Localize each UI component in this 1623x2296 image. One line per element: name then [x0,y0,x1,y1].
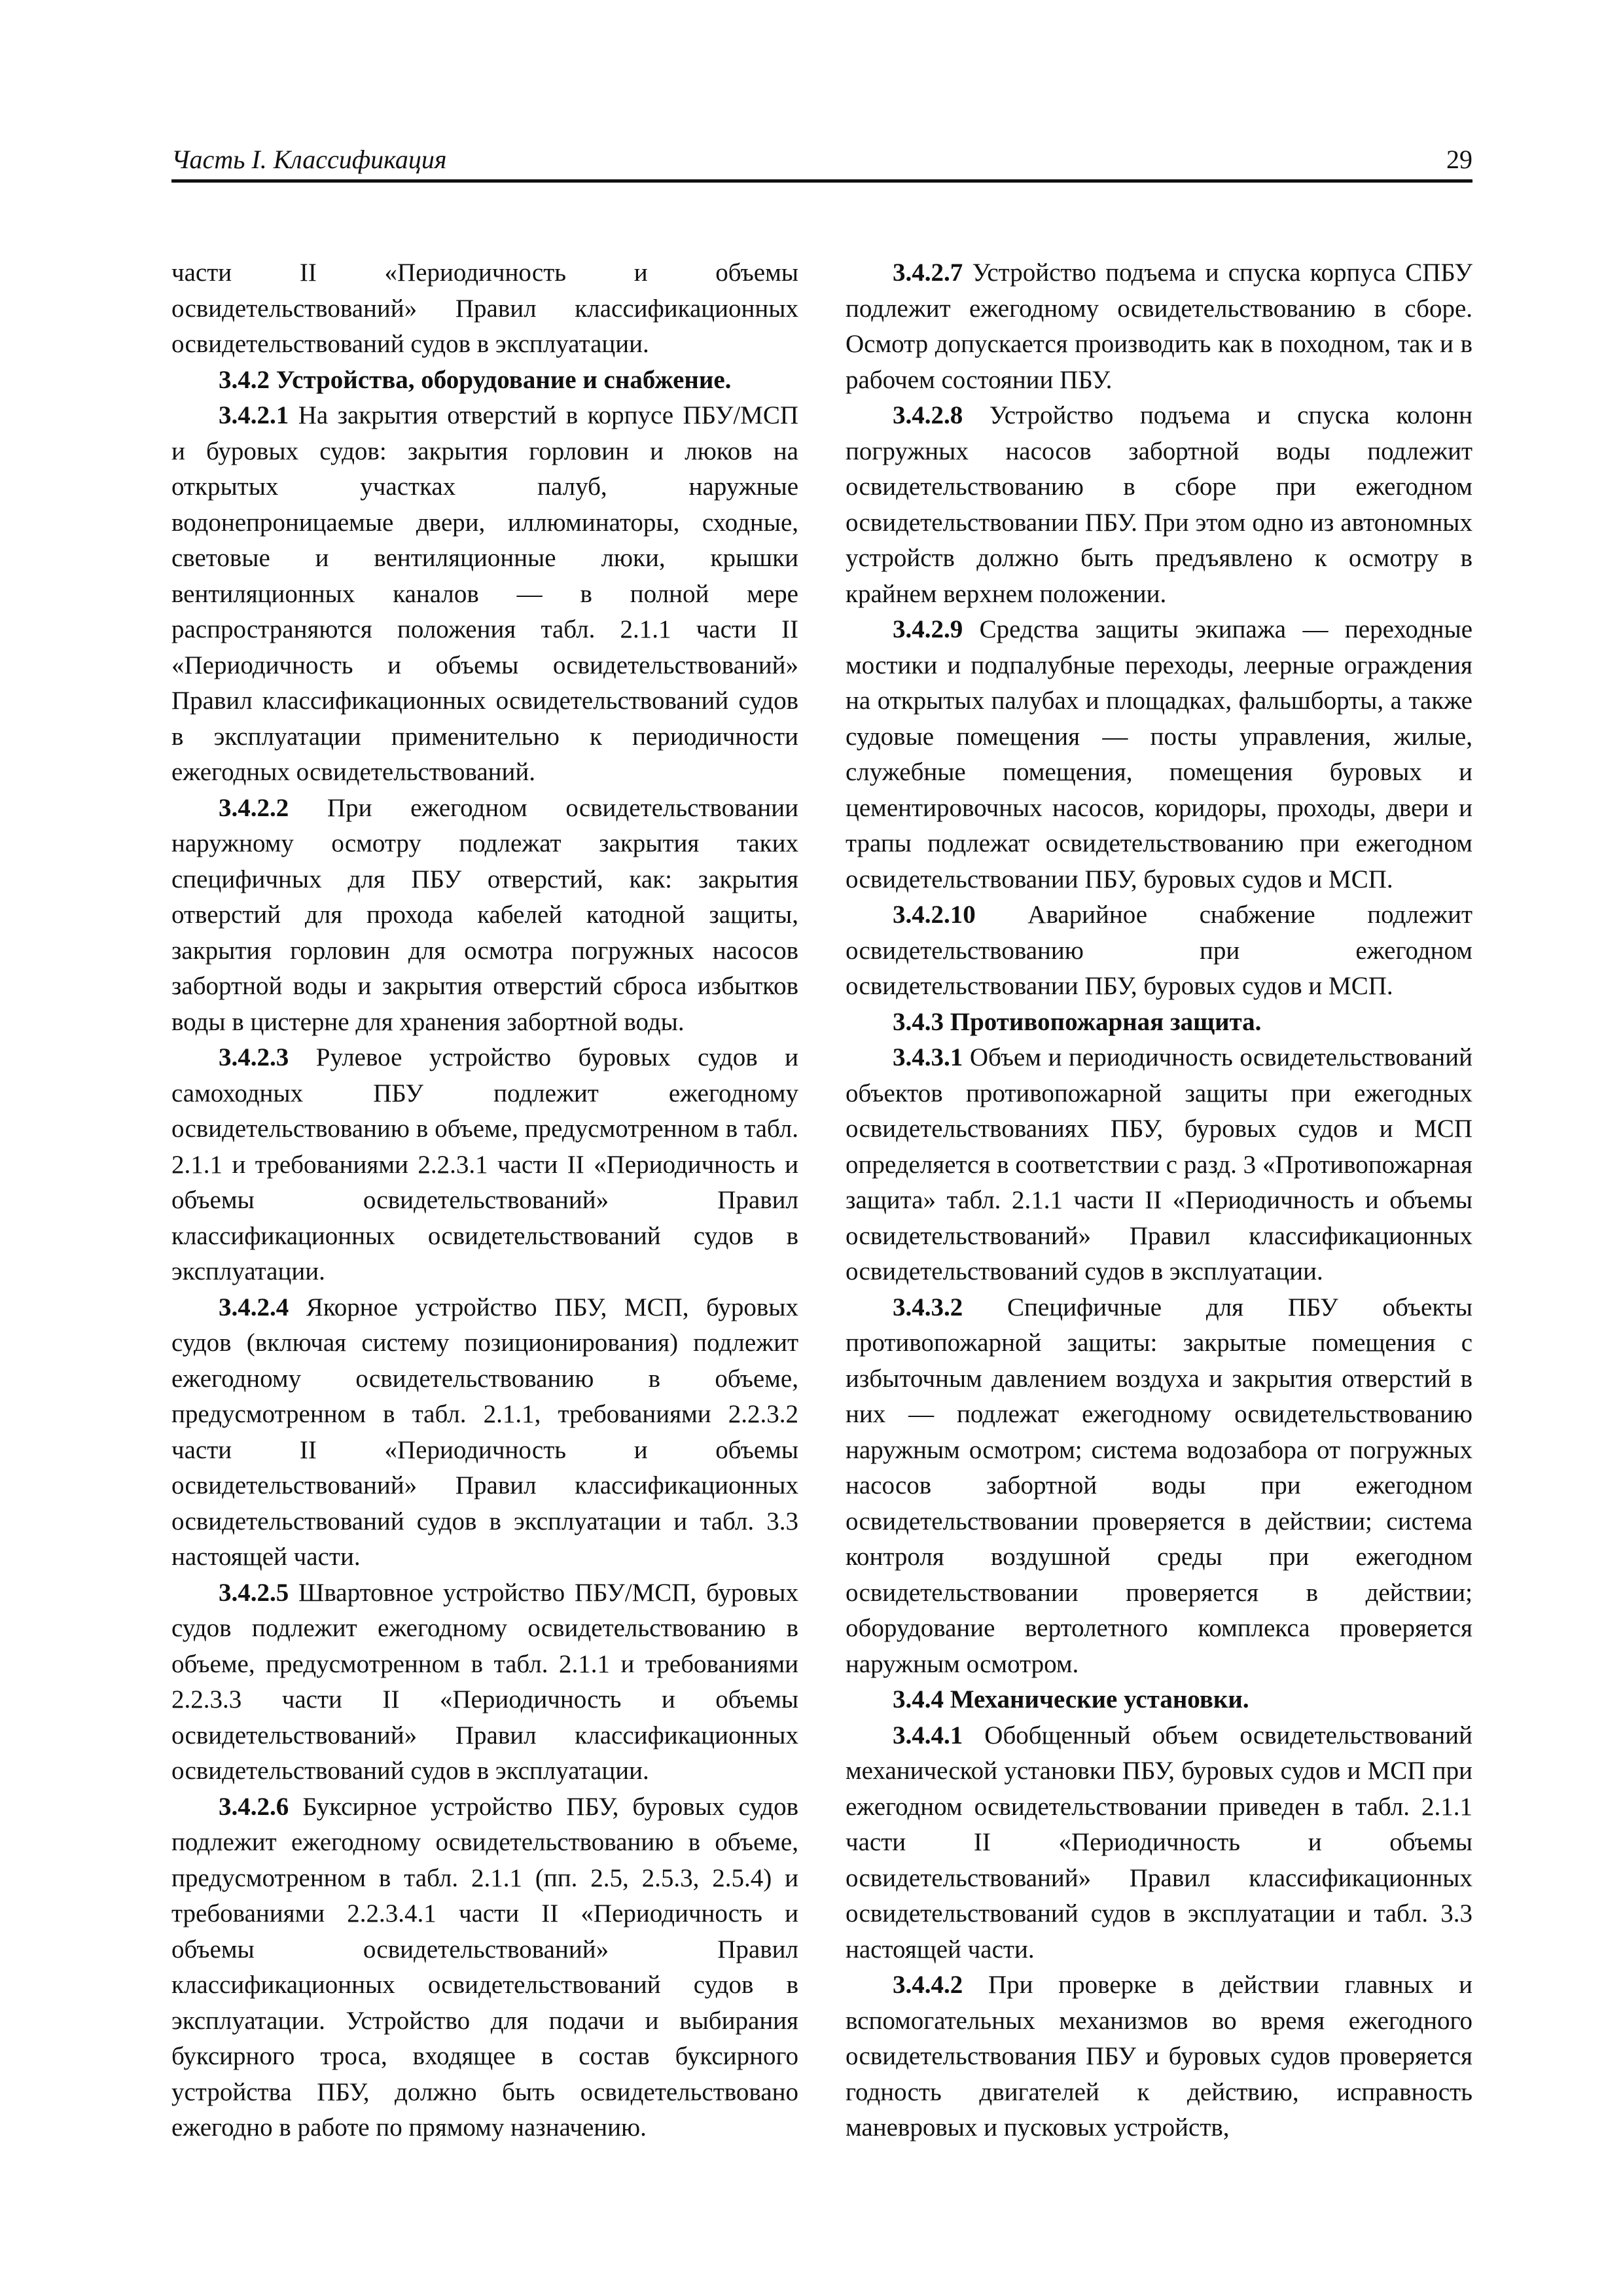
clause-number: 3.4.4 [893,1685,944,1713]
clause-paragraph [171,398,798,791]
clause-number: 3.4.2.1 [219,401,289,429]
paragraph-text: На закрытия отверстий в корпусе ПБУ/МСП и буровых судов: закрытия горловин и люков на открытых участках палуб, наружные водонепроницаемые двери, иллюминаторы, сходные, световые и вентиляционные люки, крышки вентиляционных каналов — в полной мере распространяются положения табл. 2.1.1 части II «Периодичность и объемы освидетельствований» Правил классификационных освидетельствований судов в эксплуатации применительно к периодичности ежегодных освидетельствований. [171,401,799,786]
left-column [171,255,798,2146]
paragraph-text: При проверке в действии главных и вспомогательных механизмов во время ежегодного освидетельствования ПБУ и буровых судов проверяется годность двигателей к действию, исправность маневровых и пусковых устройств, [846,1971,1472,2142]
clause-number: 3.4.2.2 [219,793,289,822]
clause-paragraph [846,1967,1472,2146]
clause-paragraph [171,791,798,1041]
clause-paragraph [846,1718,1472,1968]
paragraph-text: Устройство подъема и спуска корпуса СПБУ подлежит ежегодному освидетельствованию в сборе. Осмотр допускается производить как в походном, так и в рабочем состоянии ПБУ. [846,259,1473,394]
paragraph-continued [171,255,798,363]
clause-number: 3.4.2 [219,365,270,394]
clause-number: 3.4.2.9 [893,615,963,643]
clause-number: 3.4.2.6 [219,1792,289,1821]
heading-text: Механические установки. [950,1685,1249,1713]
clause-number: 3.4.2.5 [219,1578,289,1607]
clause-number: 3.4.2.8 [893,401,963,429]
clause-number: 3.4.4.2 [893,1971,963,1999]
subsection-heading [171,363,798,399]
subsection-heading [846,1005,1472,1041]
heading-text: Устройства, оборудование и снабжение. [276,365,732,394]
clause-paragraph [846,255,1472,398]
clause-paragraph [846,612,1472,897]
paragraph-text: Аварийное снабжение подлежит освидетельствованию при ежегодном освидетельствовании ПБУ, буровых судов и МСП. [846,901,1472,1000]
clause-number: 3.4.4.1 [893,1721,963,1749]
clause-paragraph [846,1040,1472,1290]
clause-number: 3.4.3 [893,1007,944,1036]
paragraph-text: Обобщенный объем освидетельствований механической установки ПБУ, буровых судов и МСП при ежегодном освидетельствовании приведен в табл. 2.1.1 части II «Периодичность и объемы освидетельствований» Правил классификационных освидетельствований судов в эксплуатации и табл. 3.3 настоящей части. [846,1721,1473,1964]
section-title: Часть I. Классификация [171,145,447,174]
clause-paragraph [171,1575,798,1789]
clause-paragraph [846,897,1472,1005]
paragraph-text: Швартовное устройство ПБУ/МСП, буровых судов подлежит ежегодному освидетельствованию в объеме, предусмотренном в табл. 2.1.1 и требованиями 2.2.3.3 части II «Периодичность и объемы освидетельствований» Правил классификационных освидетельствований судов в эксплуатации. [171,1578,798,1785]
paragraph-text: При ежегодном освидетельствовании наружному осмотру подлежат закрытия таких специфичных для ПБУ отверстий, как: закрытия отверстий для прохода кабелей катодной защиты, закрытия горловин для осмотра погружных насосов забортной воды и закрытия отверстий сброса избытков воды в цистерне для хранения забортной воды. [171,793,798,1036]
page-number: 29 [1446,145,1472,174]
clause-paragraph [171,1040,798,1290]
clause-paragraph [846,1290,1472,1683]
clause-number: 3.4.2.7 [893,259,963,287]
clause-paragraph [846,398,1472,612]
clause-number: 3.4.2.3 [219,1043,289,1071]
clause-number: 3.4.3.1 [893,1043,963,1071]
clause-number: 3.4.3.2 [893,1293,963,1321]
subsection-heading [846,1682,1472,1718]
paragraph-text: Буксирное устройство ПБУ, буровых судов подлежит ежегодному освидетельствованию в объеме, предусмотренном в табл. 2.1.1 (пп. 2.5, 2.5.3, 2.5.4) и требованиями 2.2.3.4.1 части II «Периодичность и объемы освидетельствований» Правил классификационных освидетельствований судов в эксплуатации. Устройство для подачи и выбирания буксирного троса, входящее в состав буксирного устройства ПБУ, должно быть освидетельствовано ежегодно в работе по прямому назначению. [171,1792,799,2142]
clause-paragraph [171,1789,798,2146]
paragraph-text: части II «Периодичность и объемы освидетельствований» Правил классификационных освидетельствований судов в эксплуатации. [171,259,798,358]
running-header [171,136,1472,183]
clause-number: 3.4.2.4 [219,1293,289,1321]
paragraph-text: Якорное устройство ПБУ, МСП, буровых судов (включая систему позиционирования) подлежит ежегодному освидетельствованию в объеме, предусмотренном в табл. 2.1.1, требованиями 2.2.3.2 части II «Периодичность и объемы освидетельствований» Правил классификационных освидетельствований судов в эксплуатации и табл. 3.3 настоящей части. [171,1293,799,1571]
paragraph-text: Рулевое устройство буровых судов и самоходных ПБУ подлежит ежегодному освидетельствованию в объеме, предусмотренном в табл. 2.1.1 и требованиями 2.2.3.1 части II «Периодичность и объемы освидетельствований» Правил классификационных освидетельствований судов в эксплуатации. [171,1043,798,1285]
clause-paragraph [171,1290,798,1575]
clause-number: 3.4.2.10 [893,901,976,929]
paragraph-text: Устройство подъема и спуска колонн погружных насосов забортной воды подлежит освидетельствованию в сборе при ежегодном освидетельствовании ПБУ. При этом одно из автономных устройств должно быть предъявлено к осмотру в крайнем верхнем положении. [846,401,1473,608]
right-column [846,255,1472,2146]
paragraph-text: Средства защиты экипажа — переходные мостики и подпалубные переходы, леерные ограждения на открытых палубах и площадках, фальшборты, а также судовые помещения — посты управления, жилые, служебные помещения, помещения буровых и цементировочных насосов, коридоры, проходы, двери и трапы подлежат освидетельствованию при ежегодном освидетельствовании ПБУ, буровых судов и МСП. [846,615,1473,893]
heading-text: Противопожарная защита. [950,1007,1262,1036]
paragraph-text: Объем и периодичность освидетельствований объектов противопожарной защиты при ежегодных освидетельствованиях ПБУ, буровых судов и МСП определяется в соответствии с разд. 3 «Противопожарная защита» табл. 2.1.1 части II «Периодичность и объемы освидетельствований» Правил классификационных освидетельствований судов в эксплуатации. [846,1043,1472,1285]
paragraph-text: Специфичные для ПБУ объекты противопожарной защиты: закрытые помещения с избыточным давлением воздуха и закрытия отверстий в них — подлежат ежегодному освидетельствованию наружным осмотром; система водозабора от погружных насосов забортной воды при ежегодном освидетельствовании проверяется в действии; система контроля воздушной среды при ежегодном освидетельствовании проверяется в действии; оборудование вертолетного комплекса проверяется наружным осмотром. [846,1293,1472,1678]
